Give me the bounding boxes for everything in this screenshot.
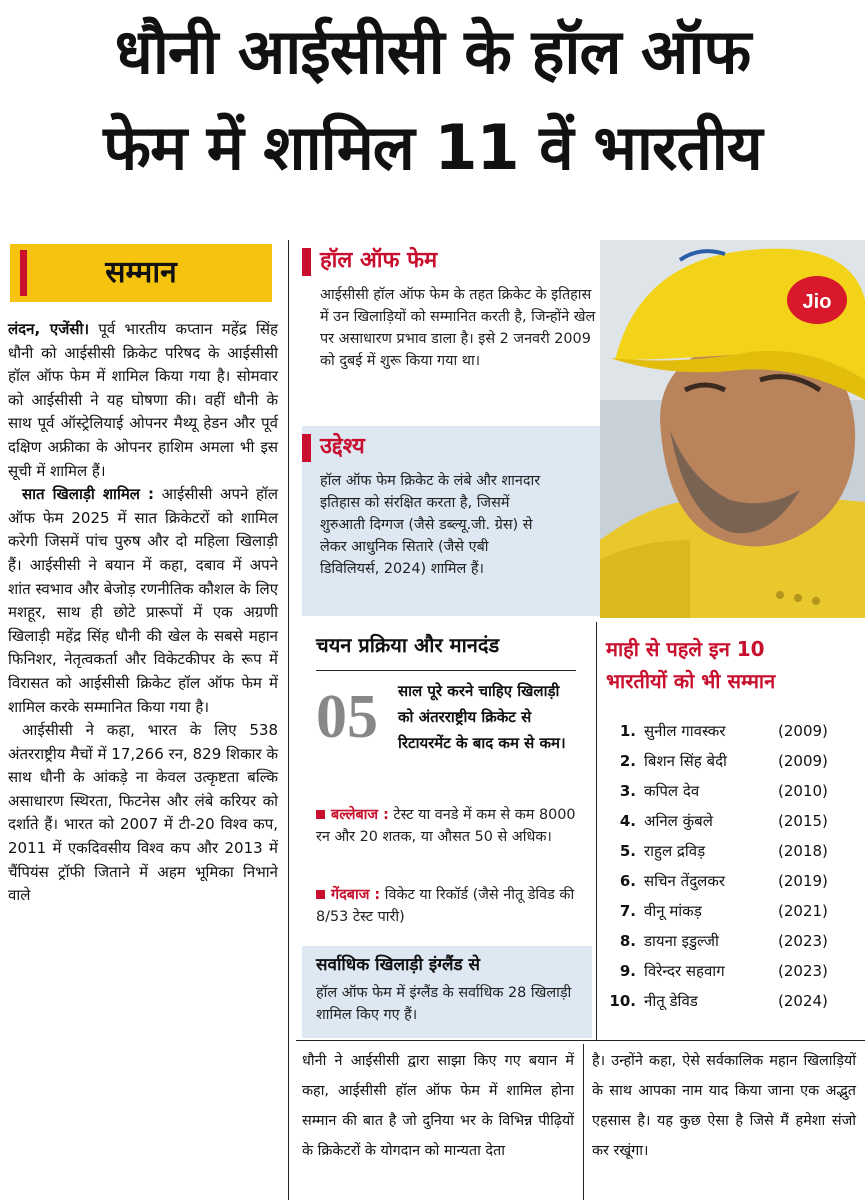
list-item-name: अनिल कुंबले [644,812,713,830]
list-item-number: 8. [619,932,636,950]
list-item-year: (2009) [778,722,828,740]
player-photo [600,240,865,618]
selection-big-number: 05 [316,683,378,751]
list-item-year: (2024) [778,992,828,1010]
bowler-label: गेंदबाज : [331,887,381,903]
list-item-number: 2. [619,752,636,770]
list-item-year: (2019) [778,872,828,890]
list-item-name: सुनील गावस्कर [644,722,726,740]
headline-line-1: धौनी आईसीसी के हॉल ऑफ [114,15,751,88]
list-item-number: 6. [619,872,636,890]
hall-of-fame-title: हॉल ऑफ फेम [320,248,438,273]
bullet-square-icon [316,810,325,819]
list-item-name: कपिल देव [644,782,700,800]
list-item-year: (2023) [778,932,828,950]
list-item-name: विरेन्दर सहवाग [644,962,725,980]
selection-title: चयन प्रक्रिया और मानदंड [316,633,500,657]
selection-batsman [316,804,578,848]
list-item [598,986,856,1016]
list-item-year: (2010) [778,782,828,800]
purpose-box [302,426,608,616]
list-item-number: 5. [619,842,636,860]
list-title-line-1: माही से पहले इन 10 [606,637,765,661]
list-item-year: (2009) [778,752,828,770]
list-item-number: 1. [619,722,636,740]
list-item [598,806,856,836]
list-item [598,956,856,986]
list-item [598,746,856,776]
hall-of-fame-red-bar [302,248,311,276]
headline-line-2: फेम में शामिल 11 वें भारतीय [103,111,762,184]
list-item [598,896,856,926]
kicker-badge [10,244,272,302]
list-item-year: (2021) [778,902,828,920]
selection-bowler [316,884,578,928]
cap-logo-text: Jio [802,291,832,313]
selection-title-rule [316,670,576,671]
list-item [598,926,856,956]
list-item-name: वीनू मांकड़ [644,902,702,920]
para-1: पूर्व भारतीय कप्तान महेंद्र सिंह धौनी को आईसीसी क्रिकेट परिषद के आईसीसी हॉल ऑफ फेम में शामिल किया गया है। सोमवार को आईसीसी ने यह घोषणा की। वहीं धौनी के साथ पूर्व ऑस्ट्रेलियाई ओपनर मैथ्यू हेडन और पूर्व दक्षिण अफ्रीका के ओपनर हाशिम अमला भी इस सूची में शामिल हैं। [8,320,278,480]
column-divider-left [288,240,289,1200]
bottom-column-divider [583,1044,584,1200]
bottom-rule [296,1040,865,1041]
selection-big-text: साल पूरे करने चाहिए खिलाड़ी को अंतरराष्ट्रीय क्रिकेट से रिटायरमेंट के बाद कम से कम। [398,682,566,752]
para-2: आईसीसी अपने हॉल ऑफ फेम 2025 में सात क्रिकेटरों को शामिल करेगी जिसमें पांच पुरुष और दो महिला खिलाड़ी हैं। आईसीसी ने बयान में कहा, दबाव में अपने शांत स्वभाव और बेजोड़ रणनीतिक कौशल के लिए मशहूर, साथ ही छोटे प्रारूपों में एक अग्रणी खिलाड़ी महेंद्र सिंह धौनी की खेल के सबसे महान फिनिशर, नेतृत्वकर्ता और विकेटकीपर के रूप में विरासत को आईसीसी क्रिकेट हॉल ऑफ फेम में शामिल करके सम्मानित किया गया है। [8,485,278,716]
list-item-name: राहुल द्रविड़ [644,842,706,860]
batsman-label: बल्लेबाज : [331,807,389,823]
purpose-title: उद्देश्य [320,434,365,459]
bottom-middle-text: धौनी ने आईसीसी द्वारा साझा किए गए बयान में कहा, आईसीसी हॉल ऑफ फेम में शामिल होना सम्मान की बात है जो दुनिया भर के विभिन्न पीढ़ियों के क्रिकेटरों के योगदान को मान्यता देता [302,1053,574,1159]
selection-box [302,622,592,950]
article-left-column [8,318,278,908]
bottom-right-text: है। उन्होंने कहा, ऐसे सर्वकालिक महान खिलाड़ियों के साथ आपका नाम याद किया जाना एक अद्भुत एहसास है। यह कुछ ऐसा है जिसे मैं हमेशा संजो कर रखूंगा। [592,1053,856,1159]
player-photo-svg [600,240,865,618]
list-item-number: 3. [619,782,636,800]
purpose-text: हॉल ऑफ फेम क्रिकेट के लंबे और शानदार इतिहास को संरक्षित करता है, जिसमें शुरुआती दिग्गज (जैसे डब्ल्यू.जी. ग्रेस) से लेकर आधुनिक सितारे (जैसे एबी डिविलियर्स, 2024) शामिल हैं। [320,473,541,577]
list-item-year: (2018) [778,842,828,860]
hall-of-fame-box [302,242,602,422]
list-title-line-2: भारतीयों को भी सम्मान [606,669,776,693]
kicker-label: सम्मान [105,255,177,290]
list-item [598,836,856,866]
honours-list [598,716,856,1016]
england-box [302,946,592,1038]
bullet-square-icon [316,890,325,899]
hall-of-fame-text: आईसीसी हॉल ऑफ फेम के तहत क्रिकेट के इतिहास में उन खिलाड़ियों को सम्मानित करती है, जिन्होंने खेल पर असाधारण प्रभाव डाला है। इसे 2 जनवरी 2009 को दुबई में शुरू किया गया था। [320,287,596,369]
list-item-name: सचिन तेंदुलकर [644,872,725,890]
list-item [598,866,856,896]
bowler-text: विकेट या रिकॉर्ड (जैसे नीतू डेविड की 8/53 टेस्ट पारी) [316,887,575,925]
list-item-number: 10. [609,992,636,1010]
list-item-year: (2023) [778,962,828,980]
list-item-name: डायना इडुल्जी [644,932,719,950]
list-item [598,716,856,746]
list-item-year: (2015) [778,812,828,830]
list-item-number: 4. [619,812,636,830]
list-item-number: 7. [619,902,636,920]
list-item [598,776,856,806]
honours-list-box [598,622,860,1034]
list-item-name: बिशन सिंह बेदी [644,752,727,770]
column-divider-right [596,622,597,1040]
list-item-name: नीतू डेविड [644,992,698,1010]
para-3: आईसीसी ने कहा, भारत के लिए 538 अंतरराष्ट्रीय मैचों में 17,266 रन, 829 शिकार के साथ धौनी के आंकड़े ना केवल उत्कृष्टता बल्कि असाधारण स्थिरता, फिटनेस और लंबे करियर को दर्शाते हैं। भारत को 2007 में टी-20 विश्व कप, 2011 में एकदिवसीय विश्व कप और 2013 में चैंपियंस ट्रॉफी जिताने में अहम भूमिका निभाने वाले [8,721,278,905]
list-item-number: 9. [619,962,636,980]
batsman-text: टेस्ट या वनडे में कम से कम 8000 रन और 20 शतक, या औसत 50 से अधिक। [316,807,576,845]
england-title: सर्वाधिक खिलाड़ी इंग्लैंड से [316,955,480,975]
purpose-red-bar [302,434,311,462]
dateline: लंदन, एजेंसी। [8,320,90,338]
england-text: हॉल ऑफ फेम में इंग्लैंड के सर्वाधिक 28 खिलाड़ी शामिल किए गए हैं। [316,985,572,1023]
subhead-seven-players: सात खिलाड़ी शामिल : [22,485,155,504]
